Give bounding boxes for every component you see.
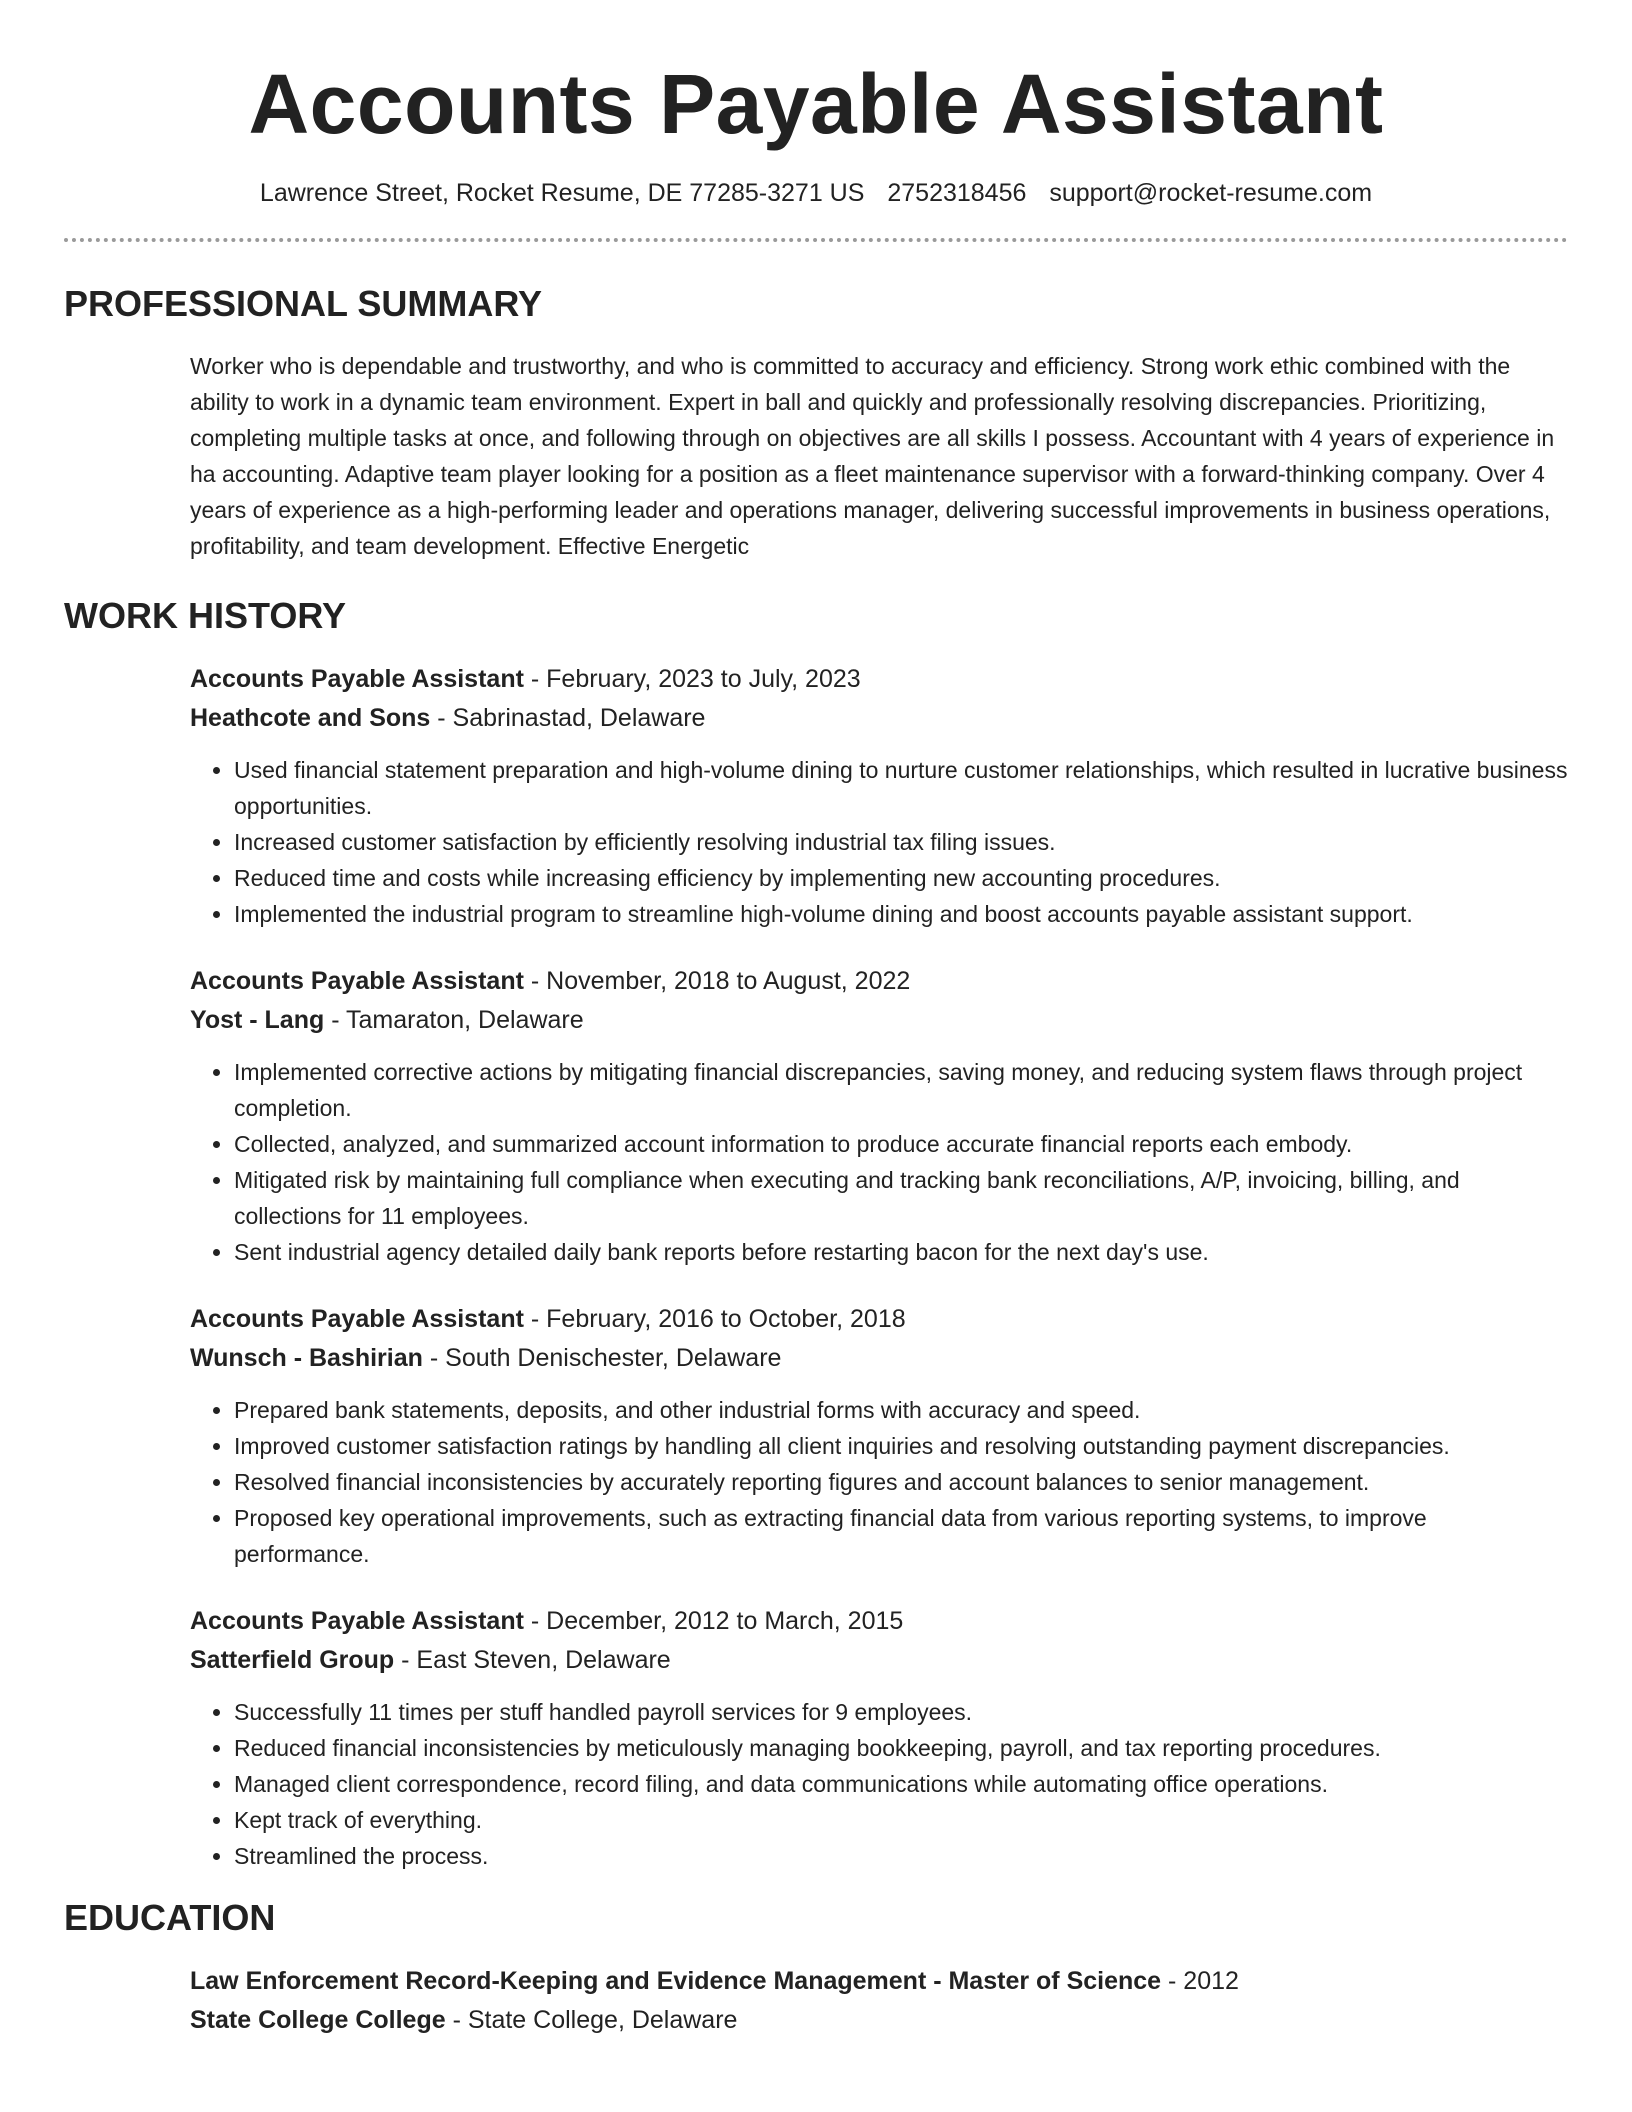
education-year: - 2012 xyxy=(1161,1967,1239,1995)
job-dates: - November, 2018 to August, 2022 xyxy=(523,967,911,995)
job-company-line xyxy=(190,1001,1568,1040)
contact-address: Lawrence Street, Rocket Resume, DE 77285-3271 US xyxy=(259,179,865,207)
contact-phone: 2752318456 xyxy=(887,179,1027,207)
job-dates: - December, 2012 to March, 2015 xyxy=(523,1607,904,1635)
summary-body xyxy=(190,348,1568,564)
job-bullet: • Improved customer satisfaction ratings by handling all client inquiries and resolving outstanding payment discrepancies. xyxy=(234,1428,1568,1464)
job-company: Heathcote and Sons xyxy=(190,704,431,732)
job-bullet: • Mitigated risk by maintaining full compliance when executing and tracking bank reconciliations, A/P, invoicing, billing, and collections for 11 employees. xyxy=(234,1162,1568,1234)
job-role: Accounts Payable Assistant xyxy=(190,1607,524,1635)
job-dates: - February, 2023 to July, 2023 xyxy=(523,665,861,693)
job-entry xyxy=(190,1602,1568,1874)
job-company-line xyxy=(190,1339,1568,1378)
job-bullet: • Successfully 11 times per stuff handled payroll services for 9 employees. xyxy=(234,1694,1568,1730)
job-bullet: • Reduced time and costs while increasing efficiency by implementing new accounting procedures. xyxy=(234,860,1568,896)
job-title-line xyxy=(190,1300,1568,1339)
job-location: - South Denischester, Delaware xyxy=(422,1344,782,1372)
job-bullet: • Proposed key operational improvements, such as extracting financial data from various reporting systems, to improve performance. xyxy=(234,1500,1568,1572)
job-bullet: • Resolved financial inconsistencies by accurately reporting figures and account balances to senior management. xyxy=(234,1464,1568,1500)
job-company-line xyxy=(190,699,1568,738)
work-history-section xyxy=(64,594,1568,1874)
education-body xyxy=(190,1962,1568,2040)
work-history-heading: WORK HISTORY xyxy=(64,595,347,636)
job-role: Accounts Payable Assistant xyxy=(190,967,524,995)
resume-name: Accounts Payable Assistant xyxy=(248,57,1384,151)
job-dates: - February, 2016 to October, 2018 xyxy=(523,1305,906,1333)
job-location: - Sabrinastad, Delaware xyxy=(430,704,706,732)
job-bullet: • Implemented corrective actions by mitigating financial discrepancies, saving money, and reducing system flaws through project completion. xyxy=(234,1054,1568,1126)
job-bullet: • Prepared bank statements, deposits, and other industrial forms with accuracy and speed. xyxy=(234,1392,1568,1428)
job-bullet: • Kept track of everything. xyxy=(234,1802,1568,1838)
job-entry xyxy=(190,962,1568,1270)
education-heading: EDUCATION xyxy=(64,1897,276,1938)
job-bullet: • Sent industrial agency detailed daily bank reports before restarting bacon for the next day's use. xyxy=(234,1234,1568,1270)
job-entry xyxy=(190,1300,1568,1572)
summary-text: Worker who is dependable and trustworthy, and who is committed to accuracy and efficiency. Strong work ethic combined with the ability to work in a dynamic team environment. Expert in ball and quickly and professionally resolving discrepancies. Prioritizing, completing multiple tasks at once, and following through on objectives are all skills I possess. Accountant with 4 years of experience in ha accounting. Adaptive team player looking for a position as a fleet maintenance supervisor with a forward-thinking company. Over 4 years of experience as a high-performing leader and operations manager, delivering successful improvements in business operations, profitability, and team development. Effective Energetic xyxy=(190,353,1555,559)
job-title-line xyxy=(190,962,1568,1001)
job-entry xyxy=(190,660,1568,932)
job-company-line xyxy=(190,1641,1568,1680)
job-bullets xyxy=(190,1054,1568,1270)
education-school: State College College xyxy=(190,2006,446,2034)
job-bullets xyxy=(190,1694,1568,1874)
job-bullet: • Managed client correspondence, record filing, and data communications while automating office operations. xyxy=(234,1766,1568,1802)
job-bullet: • Implemented the industrial program to streamline high-volume dining and boost accounts payable assistant support. xyxy=(234,896,1568,932)
job-company: Yost - Lang xyxy=(190,1006,325,1034)
header-divider xyxy=(64,238,1568,242)
job-bullet: • Reduced financial inconsistencies by meticulously managing bookkeeping, payroll, and tax reporting procedures. xyxy=(234,1730,1568,1766)
education-degree-line xyxy=(190,1962,1568,2001)
work-history-body xyxy=(190,660,1568,1874)
job-bullet: • Streamlined the process. xyxy=(234,1838,1568,1874)
job-location: - Tamaraton, Delaware xyxy=(324,1006,584,1034)
job-bullets xyxy=(190,1392,1568,1572)
job-company: Wunsch - Bashirian xyxy=(190,1344,423,1372)
job-company: Satterfield Group xyxy=(190,1646,395,1674)
job-bullet: • Increased customer satisfaction by efficiently resolving industrial tax filing issues. xyxy=(234,824,1568,860)
education-section xyxy=(64,1896,1568,2040)
job-role: Accounts Payable Assistant xyxy=(190,1305,524,1333)
job-location: - East Steven, Delaware xyxy=(394,1646,671,1674)
contact-line xyxy=(64,176,1568,210)
job-role: Accounts Payable Assistant xyxy=(190,665,524,693)
job-title-line xyxy=(190,660,1568,699)
job-bullets xyxy=(190,752,1568,932)
contact-email: support@rocket-resume.com xyxy=(1049,179,1373,207)
summary-section xyxy=(64,282,1568,564)
job-bullet: • Collected, analyzed, and summarized account information to produce accurate financial reports each embody. xyxy=(234,1126,1568,1162)
education-entry xyxy=(190,1962,1568,2040)
education-school-line xyxy=(190,2001,1568,2040)
job-bullet: • Used financial statement preparation and high-volume dining to nurture customer relationships, which resulted in lucrative business opportunities. xyxy=(234,752,1568,824)
summary-heading: PROFESSIONAL SUMMARY xyxy=(64,283,543,324)
education-degree: Law Enforcement Record-Keeping and Evidence Management - Master of Science xyxy=(190,1967,1162,1995)
education-location: - State College, Delaware xyxy=(445,2006,738,2034)
job-title-line xyxy=(190,1602,1568,1641)
